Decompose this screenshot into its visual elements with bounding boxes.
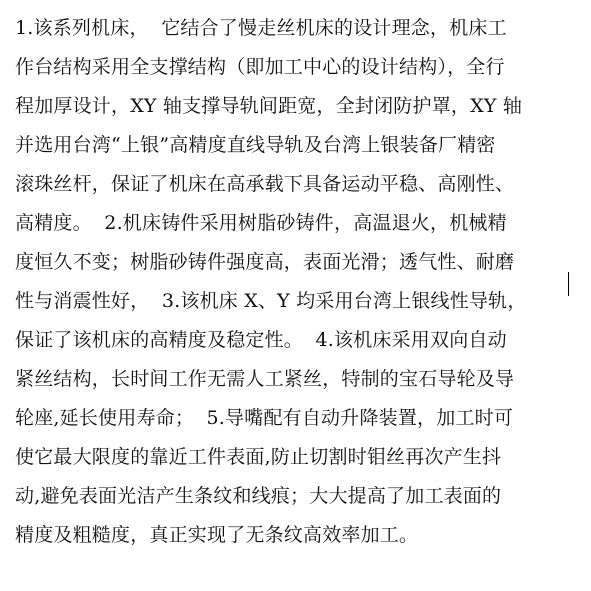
paragraph-line: 1.该系列机床， 它结合了慢走丝机床的设计理念，机床工 xyxy=(15,17,507,39)
paragraph-line: 动,避免表面光洁产生条纹和线痕；大大提高了加工表面的 xyxy=(15,485,502,507)
text-cursor xyxy=(568,272,569,296)
paragraph-line: 紧丝结构，长时间工作无需人工紧丝，特制的宝石导轮及导 xyxy=(15,368,515,390)
paragraph-line: 作台结构采用全支撑结构（即加工中心的设计结构），全行 xyxy=(15,56,505,78)
paragraph-line: 精度及粗糙度，真正实现了无条纹高效率加工。 xyxy=(15,524,419,546)
paragraph-line: 程加厚设计，XY 轴支撑导轨间距宽，全封闭防护罩，XY 轴 xyxy=(15,95,523,117)
paragraph-line: 使它最大限度的靠近工件表面,防止切割时钼丝再次产生抖 xyxy=(15,446,502,468)
paragraph-line: 滚珠丝杆，保证了机床在高承载下具备运动平稳、高刚性、 xyxy=(15,173,515,195)
paragraph-line: 并选用台湾“上银”高精度直线导轨及台湾上银装备厂精密 xyxy=(15,134,496,156)
paragraph-line: 高精度。 2.机床铸件采用树脂砂铸件，高温退火，机械精 xyxy=(15,212,507,234)
paragraph-line: 保证了该机床的高精度及稳定性。 4.该机床采用双向自动 xyxy=(15,329,507,351)
paragraph-line: 性与消震性好， 3.该机床 X、Y 均采用台湾上银线性导轨， xyxy=(15,290,527,312)
paragraph-line: 度恒久不变；树脂砂铸件强度高，表面光滑；透气性、耐磨 xyxy=(15,251,515,273)
paragraph-line: 轮座,延长使用寿命； 5.导嘴配有自动升降装置，加工时可 xyxy=(15,407,514,429)
